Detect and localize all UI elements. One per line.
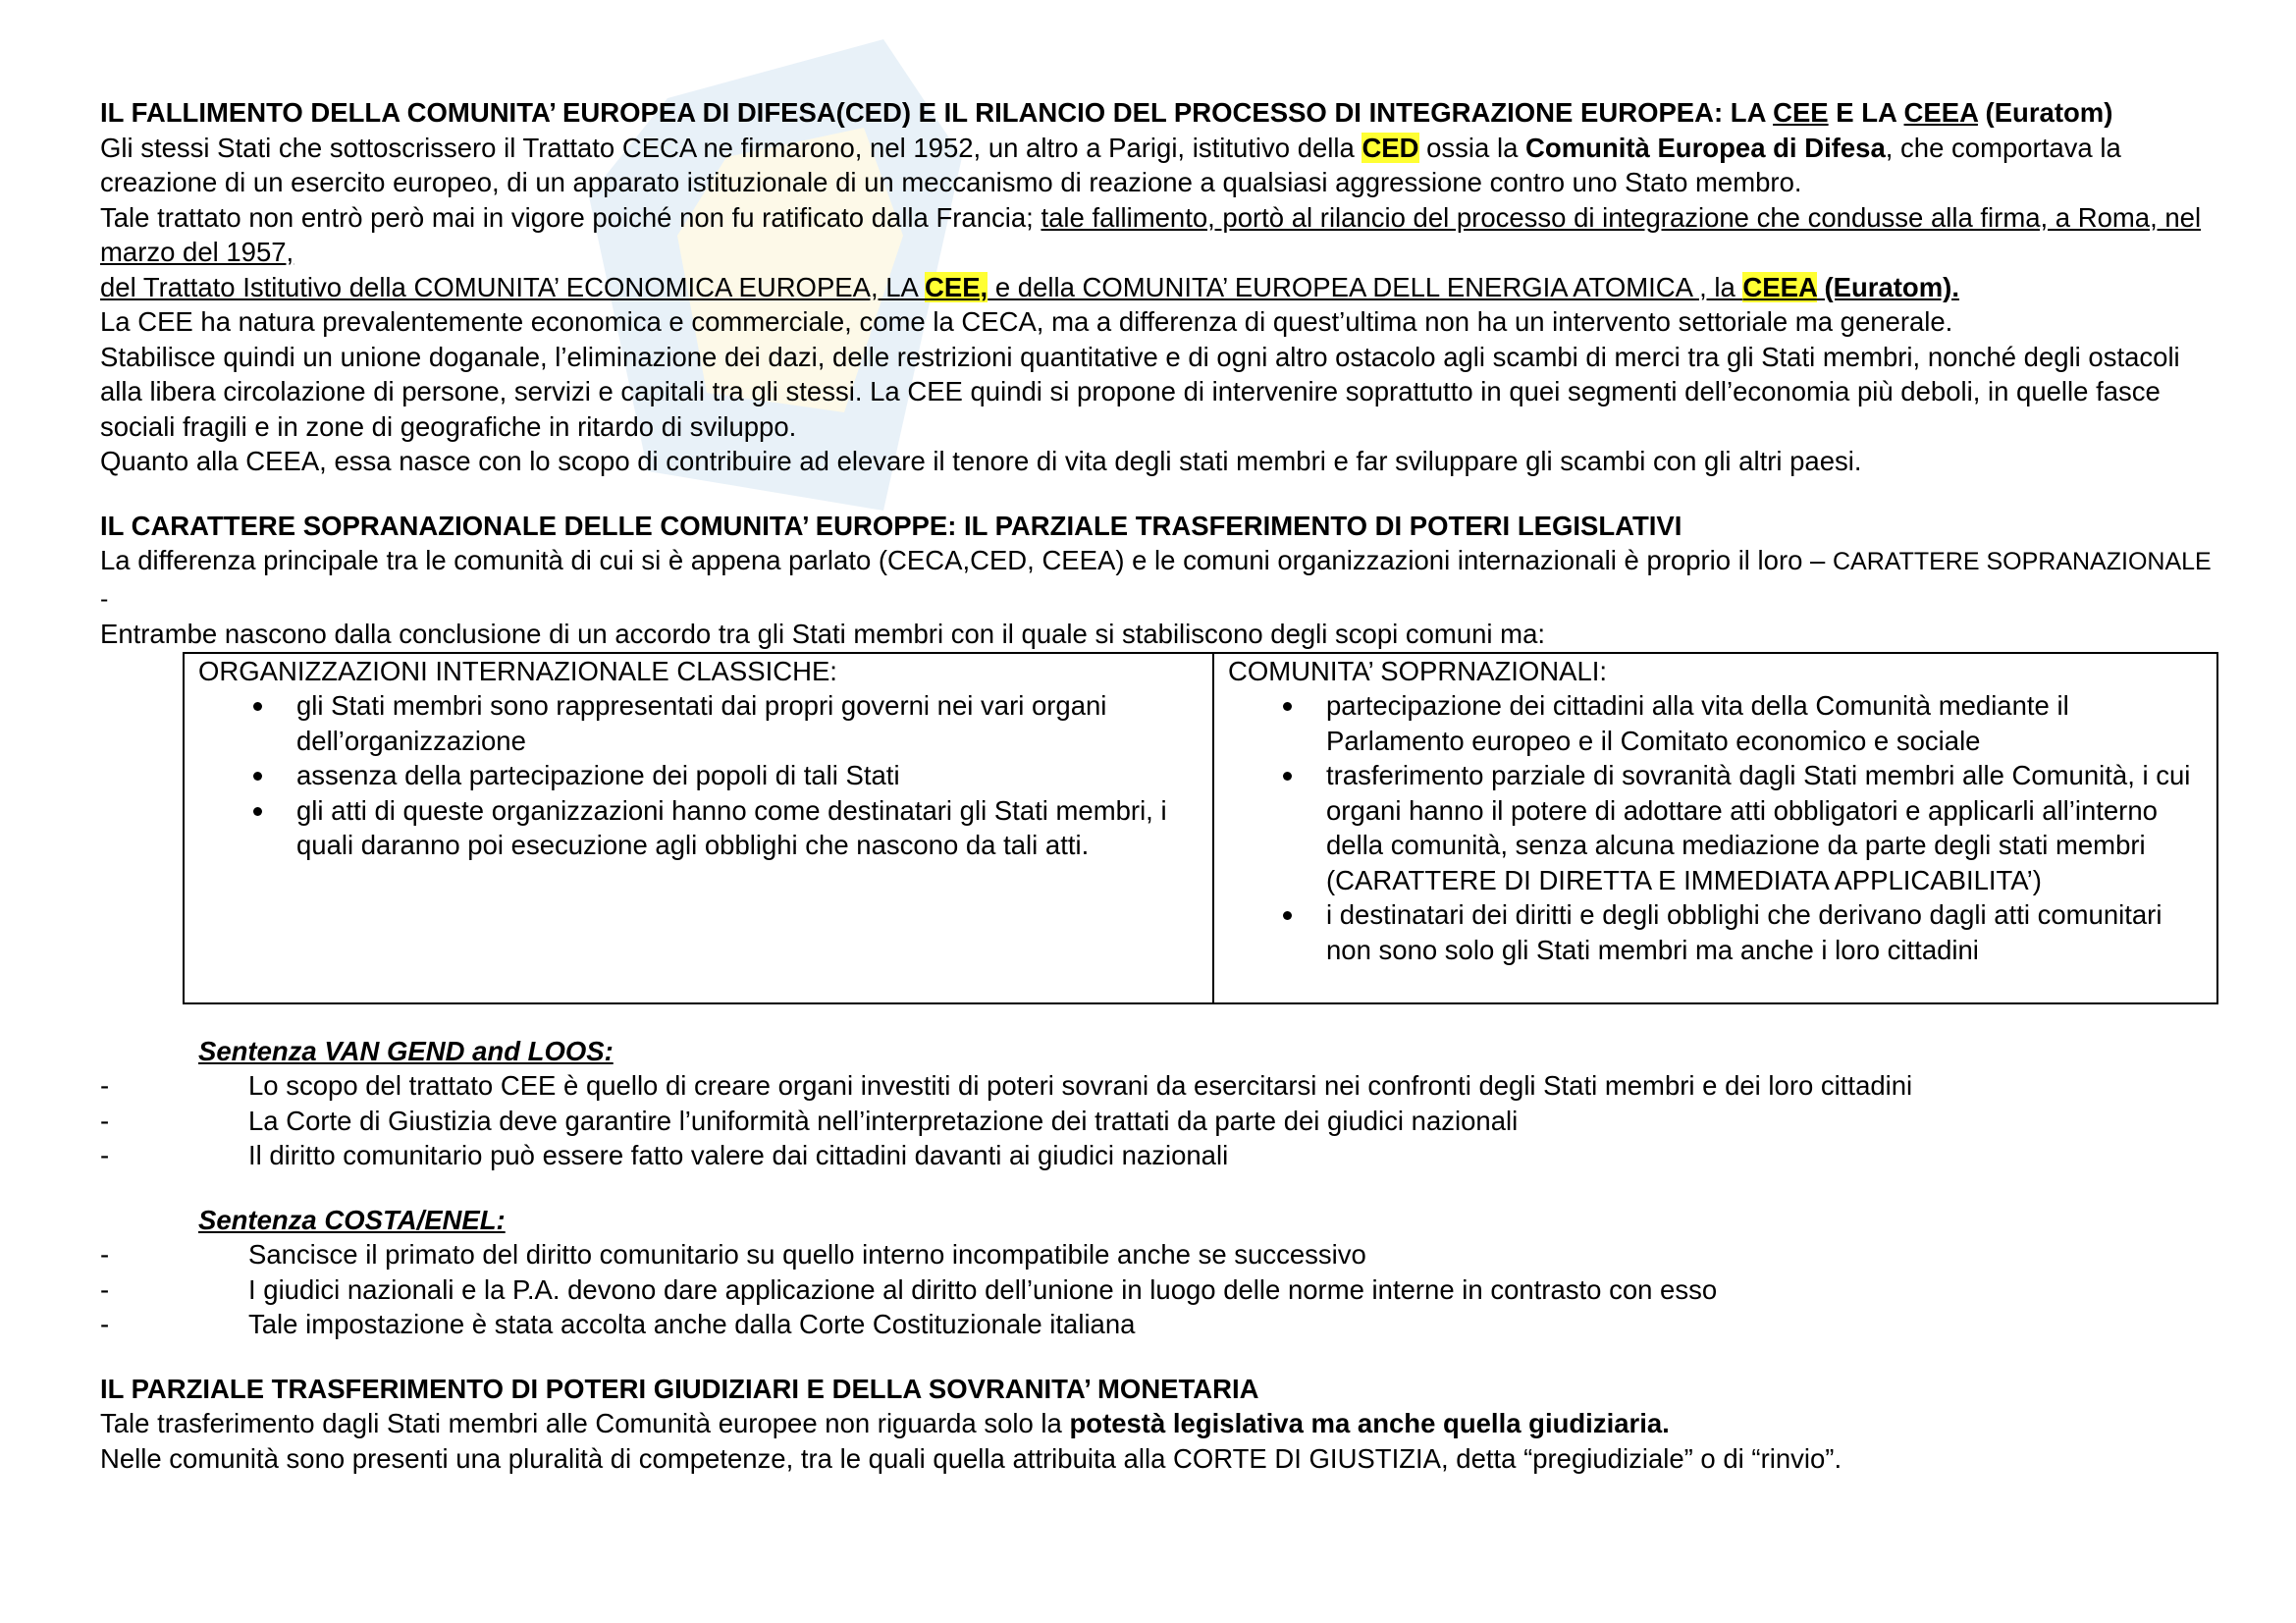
table-cell-classic-organizations [184,653,1213,1003]
section2-paragraph: La differenza principale tra le comunità di cui si è appena parlato (CECA,CED, CEEA) e le comuni organizzazioni internazionali è proprio il loro – CARATTERE SOPRANAZIONALE - [100,545,2212,613]
table-header: ORGANIZZAZIONI INTERNAZIONALE CLASSICHE: [198,655,837,686]
section1-paragraph: del Trattato Istitutivo della COMUNITA’ ECONOMICA EUROPEA, LA CEE, e della COMUNITA’ EUROPEA DELL ENERGIA ATOMICA , la CEEA (Euratom). [100,271,1959,302]
table-header: COMUNITA’ SOPRNAZIONALI: [1228,655,1608,686]
list-item: partecipazione dei cittadini alla vita della Comunità mediante il Parlamento europeo e il Comitato economico e sociale [1326,688,2209,758]
section3-paragraph: Nelle comunità sono presenti una pluralità di competenze, tra le quali quella attribuita alla CORTE DI GIUSTIZIA, detta “pregiudiziale” o di “rinvio”. [100,1442,1842,1474]
spacer [100,479,2220,509]
section3-paragraph: Tale trasferimento dagli Stati membri alle Comunità europee non riguarda solo la potestà legislativa ma anche quella giudiziaria. [100,1408,1670,1438]
spacer [100,1004,2220,1034]
section1-title: IL FALLIMENTO DELLA COMUNITA’ EUROPEA DI DIFESA(CED) E IL RILANCIO DEL PROCESSO DI INTEGRAZIONE EUROPEA: LA CEE E LA CEEA (Euratom) [100,97,2113,128]
list-item: - Lo scopo del trattato CEE è quello di creare organi investiti di poteri sovrani da esercitarsi nei confronti degli Stati membri e dei loro cittadini [100,1070,1913,1101]
vangend-title: Sentenza VAN GEND and LOOS: [198,1035,614,1066]
list-item: - Il diritto comunitario può essere fatto valere dai cittadini davanti ai giudici nazionali [100,1140,1229,1170]
bullet-icon [1283,702,1292,711]
list-item: assenza della partecipazione dei popoli di tali Stati [296,758,1204,793]
comparison-table [183,652,2218,1004]
table-cell-supranational-communities [1213,653,2217,1003]
costa-title: Sentenza COSTA/ENEL: [198,1204,506,1235]
list-item: - I giudici nazionali e la P.A. devono dare applicazione al diritto dell’unione in luogo delle norme interne in contrasto con esso [100,1273,1718,1305]
section2-paragraph: Entrambe nascono dalla conclusione di un accordo tra gli Stati membri con il quale si stabiliscono degli scopi comuni ma: [100,619,1546,649]
bullet-icon [1283,911,1292,920]
section1-paragraph: Gli stessi Stati che sottoscrissero il Trattato CECA ne firmarono, nel 1952, un altro a Parigi, istitutivo della CED ossia la Comunità Europea di Difesa, che comportava la creazione di un esercito europeo, di un apparato istituzionale di un meccanismo di reazione a qualsiasi aggressione contro uno Stato membro. [100,132,2121,197]
list-item: gli atti di queste organizzazioni hanno come destinatari gli Stati membri, i quali daranno poi esecuzione agli obblighi che nascono da tali atti. [296,793,1204,863]
spacer [100,1342,2220,1372]
section2-title: IL CARATTERE SOPRANAZIONALE DELLE COMUNITA’ EUROPPE: IL PARZIALE TRASFERIMENTO DI POTERI LEGISLATIVI [100,510,1682,541]
bullet-icon [253,772,262,781]
bullet-icon [253,702,262,711]
section1-paragraph: Stabilisce quindi un unione doganale, l’eliminazione dei dazi, delle restrizioni quantitative e di ogni altro ostacolo agli scambi di merci tra gli Stati membri, nonché degli ostacoli alla libera circolazione di persone, servizi e capitali tra gli stessi. La CEE quindi si propone di intervenire soprattutto in quei segmenti dell’economia più deboli, in quelle fasce sociali fragili e in zone di geografiche in ritardo di sviluppo. [100,341,2180,442]
list-item: trasferimento parziale di sovranità dagli Stati membri alle Comunità, i cui organi hanno il potere di adottare atti obbligatori e applicarli all’interno della comunità, senza alcuna mediazione da parte degli stati membri (CARATTERE DI DIRETTA E IMMEDIATA APPLICABILITA’) [1326,758,2209,897]
list-item: i destinatari dei diritti e degli obblighi che derivano dagli atti comunitari non sono solo gli Stati membri ma anche i loro cittadini [1326,897,2209,967]
section1-paragraph: Quanto alla CEEA, essa nasce con lo scopo di contribuire ad elevare il tenore di vita degli stati membri e far sviluppare gli scambi con gli altri paesi. [100,446,1862,476]
bullet-icon [253,807,262,816]
bullet-icon [1283,772,1292,781]
list-item: - La Corte di Giustizia deve garantire l’uniformità nell’interpretazione dei trattati da parte dei giudici nazionali [100,1105,1519,1136]
spacer [100,1173,2220,1203]
document-page [100,95,2220,1476]
section3-title: IL PARZIALE TRASFERIMENTO DI POTERI GIUDIZIARI E DELLA SOVRANITA’ MONETARIA [100,1373,1259,1404]
list-item: - Tale impostazione è stata accolta anche dalla Corte Costituzionale italiana [100,1309,1136,1339]
section1-paragraph: La CEE ha natura prevalentemente economica e commerciale, come la CECA, ma a differenza di quest’ultima non ha un intervento settoriale ma generale. [100,306,1953,337]
list-item: gli Stati membri sono rappresentati dai propri governi nei vari organi dell’organizzazione [296,688,1204,758]
list-item: - Sancisce il primato del diritto comunitario su quello interno incompatibile anche se successivo [100,1239,1366,1270]
section1-paragraph: Tale trattato non entrò però mai in vigore poiché non fu ratificato dalla Francia; tale fallimento, portò al rilancio del processo di integrazione che condusse alla firma, a Roma, nel marzo del 1957, [100,201,2202,267]
